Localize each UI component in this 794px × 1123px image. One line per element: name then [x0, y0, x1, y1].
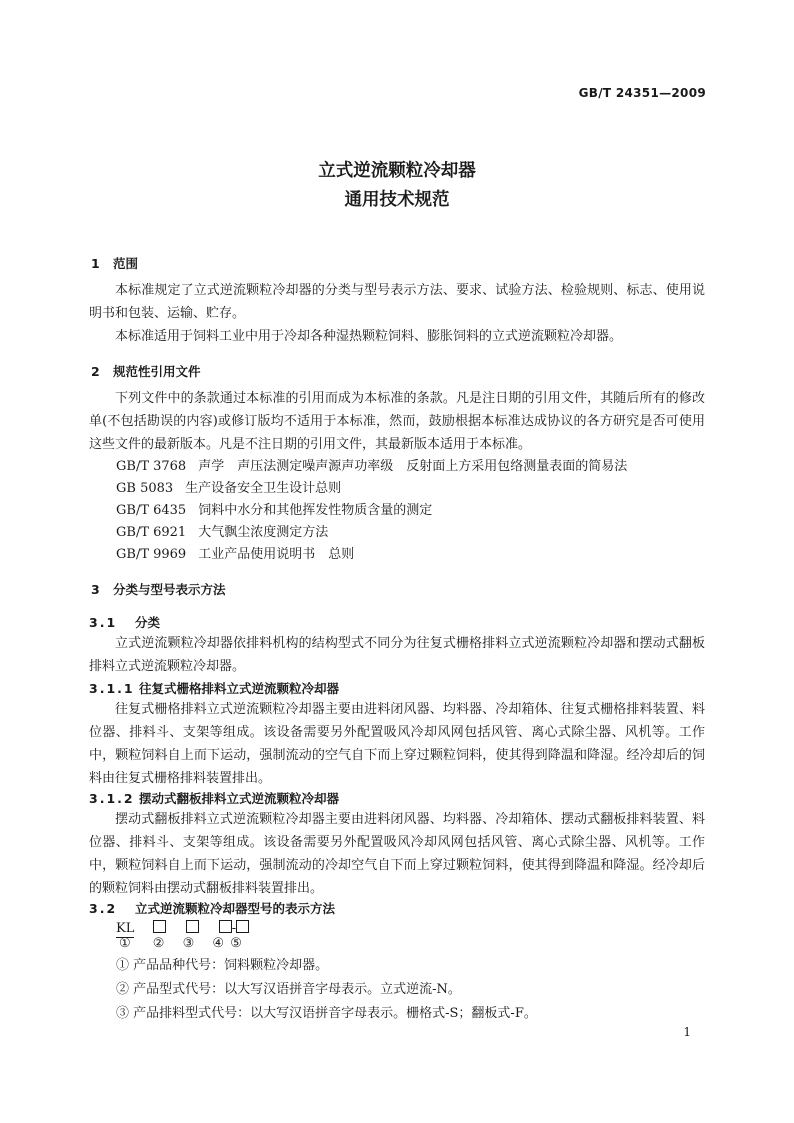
placeholder-box [186, 920, 199, 933]
paragraph: 下列文件中的条款通过本标准的引用而成为本标准的条款。凡是注日期的引用文件，其随后所有的修改单(不包括勘误的内容)或修订版均不适用于本标准，然而，鼓励根据本标准达成协议的各方研究是否可使用这些文件的最新版本。凡是不注日期的引用文件，其最新版本适用于本标准。 [89, 391, 705, 452]
model-prefix: KL [116, 921, 135, 936]
subsection-3-1-heading [89, 613, 160, 631]
reference-title: 生产设备安全卫生设计总则 [185, 481, 342, 496]
model-explanation-list [116, 954, 537, 1026]
marker-2: ② [152, 936, 165, 951]
section-title: 范围 [113, 256, 139, 271]
subsection-title: 分类 [135, 615, 161, 630]
subsection-3-2-heading [89, 899, 335, 917]
placeholder-box [236, 920, 249, 933]
list-item: ② 产品型式代号：以大写汉语拼音字母表示。立式逆流-N。 [116, 982, 461, 997]
section-title: 分类与型号表示方法 [113, 582, 226, 597]
section-1-heading [91, 254, 138, 272]
subsection-3-1-body [89, 632, 705, 678]
subsection-number: 3.2 [89, 901, 118, 916]
reference-item [116, 522, 627, 544]
reference-item [116, 544, 627, 566]
marker-3: ③ [182, 936, 195, 951]
section-number: 3 [91, 582, 100, 597]
page-number: 1 [683, 1025, 691, 1039]
section-number: 2 [91, 364, 100, 379]
subsection-3-1-2-body [89, 808, 705, 900]
reference-item [116, 500, 627, 522]
reference-code: GB/T 3768 [116, 459, 187, 474]
standard-number: GB/T 24351—2009 [578, 86, 706, 100]
subsection-number: 3.1.1 [89, 681, 135, 696]
reference-list [116, 456, 627, 566]
subsection-title: 摆动式翻板排料立式逆流颗粒冷却器 [139, 791, 340, 806]
section-1-body [89, 279, 705, 348]
paragraph: 立式逆流颗粒冷却器依排料机构的结构型式不同分为往复式栅格排料立式逆流颗粒冷却器和摆动式翻板排料立式逆流颗粒冷却器。 [89, 636, 705, 674]
reference-code: GB/T 9969 [116, 547, 187, 562]
model-marker-row [119, 936, 242, 951]
placeholder-box [219, 920, 232, 933]
subsection-3-1-1-heading [89, 679, 339, 697]
section-2-heading [91, 362, 201, 380]
model-dash: - [231, 921, 237, 936]
reference-item [116, 456, 627, 478]
reference-code: GB/T 6435 [116, 503, 187, 518]
reference-title: 声学 声压法测定噪声源声功率级 反射面上方采用包络测量表面的简易法 [198, 459, 628, 474]
document-title: 立式逆流颗粒冷却器 [318, 161, 476, 181]
placeholder-box [153, 920, 166, 933]
subsection-number: 3.1 [89, 615, 118, 630]
section-title: 规范性引用文件 [113, 364, 201, 379]
subsection-title: 立式逆流颗粒冷却器型号的表示方法 [135, 901, 336, 916]
reference-code: GB 5083 [116, 481, 174, 496]
document-subtitle: 通用技术规范 [344, 190, 450, 210]
subsection-3-1-1-body [89, 698, 705, 790]
marker-1: ① [119, 936, 131, 951]
paragraph: 往复式栅格排料立式逆流颗粒冷却器主要由进料闭风器、均料器、冷却箱体、往复式栅格排料装置、料位器、排料斗、支架等组成。该设备需要另外配置吸风冷却风网包括风管、离心式除尘器、风机等。工作中，颗粒饲料自上而下运动，强制流动的空气自下而上穿过颗粒饲料，使其得到降温和降湿。经冷却后的饲料由往复式栅格排料装置排出。 [89, 702, 705, 786]
section-3-heading [91, 580, 226, 598]
reference-title: 大气飘尘浓度测定方法 [198, 525, 329, 540]
list-item: ① 产品品种代号：饲料颗粒冷却器。 [116, 958, 329, 973]
subsection-3-1-2-heading [89, 789, 339, 807]
marker-4: ④ [212, 936, 225, 951]
reference-item [116, 478, 627, 500]
reference-title: 饲料中水分和其他挥发性物质含量的测定 [198, 503, 433, 518]
subsection-title: 往复式栅格排料立式逆流颗粒冷却器 [139, 681, 340, 696]
marker-5: ⑤ [230, 936, 242, 951]
paragraph: 本标准规定了立式逆流颗粒冷却器的分类与型号表示方法、要求、试验方法、检验规则、标志、使用说明书和包装、运输、贮存。 [89, 283, 705, 321]
paragraph: 本标准适用于饲料工业中用于冷却各种湿热颗粒饲料、膨胀饲料的立式逆流颗粒冷却器。 [115, 329, 623, 344]
section-2-body [89, 387, 705, 456]
list-item: ③ 产品排料型式代号：以大写汉语拼音字母表示。栅格式-S；翻板式-F。 [116, 1006, 537, 1021]
section-number: 1 [91, 256, 100, 271]
reference-code: GB/T 6921 [116, 525, 187, 540]
subsection-number: 3.1.2 [89, 791, 135, 806]
reference-title: 工业产品使用说明书 总则 [198, 547, 355, 562]
paragraph: 摆动式翻板排料立式逆流颗粒冷却器主要由进料闭风器、均料器、冷却箱体、摆动式翻板排料装置、料位器、排料斗、支架等组成。该设备需要另外配置吸风冷却风网包括风管、离心式除尘器、风机等。工作中，颗粒饲料自上而下运动，强制流动的冷却空气自下而上穿过颗粒饲料，使其得到降温和降湿。经冷却后的颗粒饲料由摆动式翻板排料装置排出。 [89, 812, 705, 896]
